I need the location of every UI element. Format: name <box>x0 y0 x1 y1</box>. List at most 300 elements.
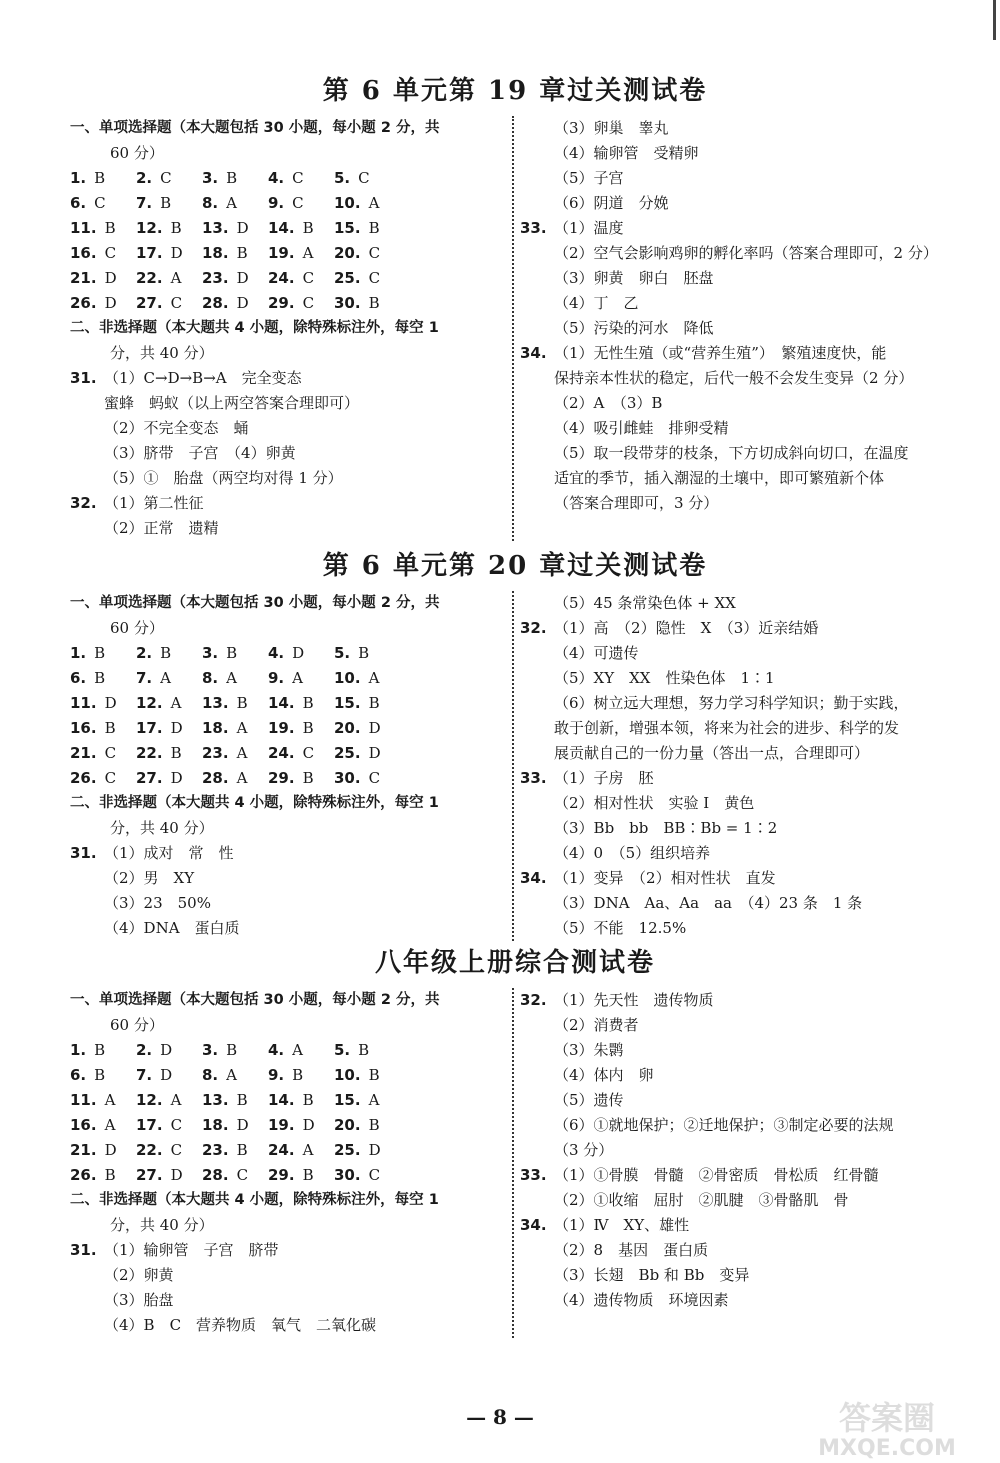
answer-line: （6）①就地保护；②迁地保护；③制定必要的法规 <box>554 1116 894 1134</box>
answer-letter: B <box>302 1091 314 1109</box>
answer-letter: A <box>368 1091 380 1109</box>
question-number: 8. <box>202 1066 219 1084</box>
question-number: 1. <box>70 1041 87 1059</box>
choice-answer <box>268 1038 334 1063</box>
choice-answer <box>268 266 334 291</box>
choice-answer <box>136 716 202 741</box>
choice-answer <box>70 191 136 216</box>
choice-answer <box>136 241 202 266</box>
section-title: 八年级上册综合测试卷 <box>374 948 655 978</box>
choice-answer <box>334 191 400 216</box>
choice-answer <box>70 1038 136 1063</box>
choice-answer <box>202 766 268 791</box>
watermark-logo <box>790 1395 985 1460</box>
choice-answer <box>202 741 268 766</box>
question-number: 11. <box>70 219 97 237</box>
answer-line: （3）脐带 子宫 （4）卵黄 <box>104 444 296 462</box>
answer-line: （5）不能 12.5% <box>554 919 687 937</box>
question-number: 33. <box>520 1166 547 1184</box>
answer-line <box>70 1238 510 1263</box>
question-number: 12. <box>136 1091 163 1109</box>
answer-line: （2）A （3）B <box>554 394 663 412</box>
answer-letter: B <box>236 694 248 712</box>
answer-line: （5）45 条常染色体 + XX <box>554 594 736 612</box>
choice-answer <box>268 691 334 716</box>
question-number: 17. <box>136 244 163 262</box>
choice-answer <box>136 1113 202 1138</box>
answer-line: （3）DNA Aa、Aa aa （4）23 条 1 条 <box>554 894 863 912</box>
question-number: 34. <box>520 344 547 362</box>
question-number: 24. <box>268 1141 295 1159</box>
choice-answer <box>136 266 202 291</box>
answer-line: （4）0 （5）组织培养 <box>554 844 711 862</box>
choice-answer-row <box>70 241 510 266</box>
choice-answer <box>268 166 334 191</box>
part-heading-cont: 分，共 40 分） <box>110 1216 214 1234</box>
answer-letter: A <box>292 669 303 687</box>
answer-line: （3）Bb bb BB∶Bb = 1∶2 <box>554 819 778 837</box>
question-number: 6. <box>70 194 87 212</box>
choice-answer <box>268 1138 334 1163</box>
choice-answer <box>136 1163 202 1188</box>
choice-answer <box>70 666 136 691</box>
answer-letter: C <box>292 169 304 187</box>
choice-answer <box>202 216 268 241</box>
answer-line: （2）①收缩 屈肘 ②肌腱 ③骨骼肌 骨 <box>554 1191 849 1209</box>
question-number: 17. <box>136 719 163 737</box>
question-number: 10. <box>334 669 361 687</box>
choice-answer <box>202 266 268 291</box>
answer-line: 保持亲本性状的稳定，后代一般不会发生变异（2 分） <box>554 369 914 387</box>
answer-line <box>520 988 960 1013</box>
choice-answer <box>136 766 202 791</box>
answer-line: 展贡献自己的一份力量（答出一点，合理即可） <box>554 744 870 762</box>
choice-answer <box>334 291 400 316</box>
question-number: 6. <box>70 669 87 687</box>
answer-line: （6）阴道 分娩 <box>554 194 669 212</box>
question-number: 20. <box>334 719 361 737</box>
choice-answer <box>334 1063 400 1088</box>
question-number: 3. <box>202 644 219 662</box>
choice-answer-row <box>70 216 510 241</box>
choice-answer-row <box>70 741 510 766</box>
choice-answer <box>136 1038 202 1063</box>
answer-line: （3）胎盘 <box>104 1291 174 1309</box>
answer-letter: A <box>170 1091 182 1109</box>
answer-text: （1）子房 胚 <box>554 769 654 787</box>
answer-letter: C <box>104 744 117 762</box>
question-number: 7. <box>136 669 153 687</box>
left-column <box>70 116 510 541</box>
answer-letter: A <box>226 194 237 212</box>
choice-answer <box>70 1113 136 1138</box>
choice-answer <box>334 266 400 291</box>
answer-line: （5）污染的河水 降低 <box>554 319 714 337</box>
question-number: 4. <box>268 169 285 187</box>
question-number: 10. <box>334 194 361 212</box>
choice-answer <box>70 716 136 741</box>
question-number: 14. <box>268 1091 295 1109</box>
answer-letter: B <box>170 744 182 762</box>
question-number: 14. <box>268 694 295 712</box>
answer-line: （5）遗传 <box>554 1091 624 1109</box>
answer-letter: C <box>358 169 370 187</box>
answer-letter: B <box>94 644 106 662</box>
question-number: 32. <box>520 619 547 637</box>
question-number: 19. <box>268 244 295 262</box>
choice-answer <box>202 291 268 316</box>
answer-text: （1）先天性 遗传物质 <box>554 991 714 1009</box>
choice-answer <box>334 1038 400 1063</box>
question-number: 22. <box>136 744 163 762</box>
choice-answer <box>202 191 268 216</box>
answer-letter: B <box>94 669 106 687</box>
answer-letter: B <box>302 694 314 712</box>
choice-answer <box>70 291 136 316</box>
choice-answer <box>136 166 202 191</box>
answer-letter: B <box>292 1066 304 1084</box>
question-number: 19. <box>268 1116 295 1134</box>
choice-answer-row <box>70 266 510 291</box>
question-number: 22. <box>136 269 163 287</box>
choice-answer-row <box>70 666 510 691</box>
answer-letter: B <box>302 719 314 737</box>
answer-letter: B <box>170 219 182 237</box>
answer-text: （1）成对 常 性 <box>104 844 234 862</box>
question-number: 16. <box>70 1116 97 1134</box>
answer-letter: D <box>104 694 117 712</box>
answer-letter: C <box>302 269 315 287</box>
choice-answer <box>70 1088 136 1113</box>
answer-letter: B <box>368 294 380 312</box>
question-number: 12. <box>136 694 163 712</box>
question-number: 30. <box>334 1166 361 1184</box>
question-number: 31. <box>70 369 97 387</box>
choice-answer <box>334 741 400 766</box>
column-divider <box>512 116 514 541</box>
choice-answer <box>202 691 268 716</box>
answer-line: （3）卵巢 睾丸 <box>554 119 669 137</box>
answer-line: （6）树立远大理想，努力学习科学知识；勤于实践， <box>554 694 909 712</box>
choice-answer <box>334 1163 400 1188</box>
scan-edge-mark <box>993 0 996 40</box>
watermark-url: MXQE.COM <box>818 1436 956 1460</box>
question-number: 13. <box>202 1091 229 1109</box>
answer-line: （5）① 胎盘（两空均对得 1 分） <box>104 469 343 487</box>
answer-line: （2）消费者 <box>554 1016 639 1034</box>
question-number: 5. <box>334 169 351 187</box>
question-number: 34. <box>520 869 547 887</box>
answer-line <box>520 766 960 791</box>
question-number: 33. <box>520 219 547 237</box>
choice-answer <box>334 1113 400 1138</box>
question-number: 13. <box>202 694 229 712</box>
choice-answer <box>70 241 136 266</box>
question-number: 5. <box>334 1041 351 1059</box>
answer-letter: D <box>170 244 183 262</box>
choice-answer <box>268 191 334 216</box>
choice-answer-row <box>70 1063 510 1088</box>
answer-letter: A <box>160 669 171 687</box>
part-heading: 二、非选择题（本大题共 4 小题，除特殊标注外，每空 1 <box>70 795 439 811</box>
question-number: 31. <box>70 844 97 862</box>
choice-answer <box>70 691 136 716</box>
choice-answer <box>202 1063 268 1088</box>
question-number: 29. <box>268 1166 295 1184</box>
question-number: 9. <box>268 194 285 212</box>
question-number: 18. <box>202 244 229 262</box>
question-number: 11. <box>70 1091 97 1109</box>
answer-line: 敢于创新，增强本领，将来为社会的进步、科学的发 <box>554 719 900 737</box>
answer-line: （4）体内 卵 <box>554 1066 654 1084</box>
answer-letter: A <box>292 1041 303 1059</box>
answer-line: （4）吸引雌蛙 排卵受精 <box>554 419 729 437</box>
answer-letter: D <box>236 294 249 312</box>
answer-letter: C <box>104 244 117 262</box>
answer-letter: D <box>236 269 249 287</box>
answer-letter: A <box>368 669 380 687</box>
answer-letter: C <box>170 1141 183 1159</box>
answer-letter: B <box>94 1066 106 1084</box>
question-number: 28. <box>202 294 229 312</box>
choice-answer <box>202 1038 268 1063</box>
question-number: 5. <box>334 644 351 662</box>
choice-answer <box>70 166 136 191</box>
answer-line: （2）相对性状 实验 I 黄色 <box>554 794 755 812</box>
answer-letter: C <box>368 269 381 287</box>
answer-line: （5）XY XX 性染色体 1∶1 <box>554 669 775 687</box>
choice-answer-row <box>70 716 510 741</box>
answer-line: （4）遗传物质 环境因素 <box>554 1291 729 1309</box>
answer-letter: A <box>104 1116 116 1134</box>
choice-answer <box>70 1138 136 1163</box>
choice-answer <box>202 641 268 666</box>
answer-letter: D <box>160 1041 173 1059</box>
part-heading-cont: 分，共 40 分） <box>110 819 214 837</box>
question-number: 30. <box>334 294 361 312</box>
question-number: 12. <box>136 219 163 237</box>
choice-answer <box>268 741 334 766</box>
answer-letter: D <box>302 1116 315 1134</box>
answer-line <box>520 616 960 641</box>
answer-line: （答案合理即可，3 分） <box>554 494 719 512</box>
choice-answer-row <box>70 1163 510 1188</box>
question-number: 18. <box>202 719 229 737</box>
answer-text: （1）①骨膜 骨髓 ②骨密质 骨松质 红骨髓 <box>554 1166 879 1184</box>
answer-letter: C <box>302 744 315 762</box>
answer-letter: B <box>368 694 380 712</box>
answer-letter: B <box>226 169 238 187</box>
question-number: 17. <box>136 1116 163 1134</box>
answer-letter: D <box>368 719 381 737</box>
question-number: 32. <box>520 991 547 1009</box>
question-number: 34. <box>520 1216 547 1234</box>
choice-answer <box>70 216 136 241</box>
question-number: 33. <box>520 769 547 787</box>
choice-answer <box>136 1063 202 1088</box>
question-number: 11. <box>70 694 97 712</box>
section-title: 第 6 单元第 19 章过关测试卷 <box>322 76 708 106</box>
question-number: 32. <box>70 494 97 512</box>
answer-letter: D <box>104 294 117 312</box>
answer-line <box>520 1163 960 1188</box>
question-number: 4. <box>268 1041 285 1059</box>
answer-line: （5）取一段带芽的枝条，下方切成斜向切口，在温度 <box>554 444 909 462</box>
answer-letter: A <box>236 719 248 737</box>
question-number: 25. <box>334 744 361 762</box>
answer-letter: B <box>358 644 370 662</box>
answer-letter: A <box>236 769 248 787</box>
answer-letter: A <box>368 194 380 212</box>
question-number: 23. <box>202 744 229 762</box>
part-heading: 二、非选择题（本大题共 4 小题，除特殊标注外，每空 1 <box>70 1192 439 1208</box>
question-number: 19. <box>268 719 295 737</box>
watermark-text: 答案圈 <box>838 1399 936 1437</box>
answer-letter: D <box>170 769 183 787</box>
choice-answer-row <box>70 766 510 791</box>
question-number: 15. <box>334 1091 361 1109</box>
answer-line: 蜜蜂 蚂蚁（以上两空答案合理即可） <box>104 394 360 412</box>
answer-letter: C <box>170 294 183 312</box>
choice-answer <box>334 241 400 266</box>
question-number: 23. <box>202 269 229 287</box>
answer-letter: B <box>368 219 380 237</box>
choice-answer <box>334 716 400 741</box>
choice-answer <box>202 1113 268 1138</box>
choice-answer <box>334 666 400 691</box>
part-heading-cont: 60 分） <box>110 144 164 162</box>
question-number: 8. <box>202 194 219 212</box>
choice-answer-row <box>70 166 510 191</box>
choice-answer <box>136 666 202 691</box>
answer-letter: B <box>302 769 314 787</box>
choice-answer-row <box>70 641 510 666</box>
choice-answer <box>202 166 268 191</box>
question-number: 1. <box>70 169 87 187</box>
choice-answer <box>70 1063 136 1088</box>
question-number: 16. <box>70 719 97 737</box>
question-number: 4. <box>268 644 285 662</box>
answer-text: （1）高 （2）隐性 X （3）近亲结婚 <box>554 619 819 637</box>
answer-letter: B <box>104 219 116 237</box>
choice-answer-row <box>70 291 510 316</box>
choice-answer-row <box>70 691 510 716</box>
question-number: 7. <box>136 1066 153 1084</box>
answer-line: （2）卵黄 <box>104 1266 174 1284</box>
question-number: 20. <box>334 1116 361 1134</box>
question-number: 3. <box>202 169 219 187</box>
answer-letter: B <box>368 1116 380 1134</box>
answer-letter: C <box>160 169 172 187</box>
choice-answer <box>334 166 400 191</box>
question-number: 15. <box>334 219 361 237</box>
question-number: 21. <box>70 1141 97 1159</box>
answer-line: （3）23 50% <box>104 894 211 912</box>
choice-answer <box>334 1088 400 1113</box>
question-number: 21. <box>70 269 97 287</box>
choice-answer <box>268 241 334 266</box>
answer-letter: D <box>104 1141 117 1159</box>
question-number: 9. <box>268 669 285 687</box>
answer-text: （1）C→D→B→A 完全变态 <box>104 369 302 387</box>
answer-letter: B <box>236 1141 248 1159</box>
choice-answer <box>268 716 334 741</box>
question-number: 27. <box>136 1166 163 1184</box>
choice-answer <box>268 1113 334 1138</box>
answer-text: （1）温度 <box>554 219 624 237</box>
question-number: 25. <box>334 269 361 287</box>
question-number: 26. <box>70 294 97 312</box>
question-number: 23. <box>202 1141 229 1159</box>
choice-answer <box>136 641 202 666</box>
choice-answer-row <box>70 191 510 216</box>
choice-answer <box>334 216 400 241</box>
part-heading: 二、非选择题（本大题共 4 小题，除特殊标注外，每空 1 <box>70 320 439 336</box>
answer-letter: C <box>104 769 117 787</box>
answer-letter: B <box>358 1041 370 1059</box>
question-number: 2. <box>136 1041 153 1059</box>
question-number: 8. <box>202 669 219 687</box>
answer-letter: C <box>94 194 106 212</box>
answer-line: （4）B C 营养物质 氧气 二氧化碳 <box>104 1316 377 1334</box>
part-heading: 一、单项选择题（本大题包括 30 小题，每小题 2 分，共 <box>70 120 440 136</box>
choice-answer <box>70 741 136 766</box>
question-number: 14. <box>268 219 295 237</box>
choice-answer <box>136 291 202 316</box>
choice-answer <box>136 191 202 216</box>
answer-letter: C <box>236 1166 249 1184</box>
answer-line <box>70 366 510 391</box>
section-title: 第 6 单元第 20 章过关测试卷 <box>322 551 708 581</box>
right-column <box>520 591 960 941</box>
answer-text: （1）第二性征 <box>104 494 204 512</box>
choice-answer <box>268 1163 334 1188</box>
answer-letter: B <box>226 644 238 662</box>
choice-answer <box>334 641 400 666</box>
answer-letter: C <box>292 194 304 212</box>
choice-answer <box>268 666 334 691</box>
choice-answer <box>202 241 268 266</box>
choice-answer <box>70 266 136 291</box>
part-heading-cont: 60 分） <box>110 619 164 637</box>
answer-letter: D <box>236 219 249 237</box>
question-number: 24. <box>268 744 295 762</box>
answer-letter: A <box>104 1091 116 1109</box>
answer-letter: B <box>160 194 172 212</box>
choice-answer <box>268 291 334 316</box>
question-number: 24. <box>268 269 295 287</box>
question-number: 29. <box>268 769 295 787</box>
answer-letter: D <box>236 1116 249 1134</box>
answer-letter: B <box>236 244 248 262</box>
answer-line <box>70 841 510 866</box>
choice-answer <box>70 766 136 791</box>
question-number: 20. <box>334 244 361 262</box>
answer-line: （4）DNA 蛋白质 <box>104 919 240 937</box>
answer-letter: C <box>170 1116 183 1134</box>
question-number: 2. <box>136 169 153 187</box>
choice-answer <box>136 1088 202 1113</box>
column-divider <box>512 591 514 941</box>
question-number: 6. <box>70 1066 87 1084</box>
answer-letter: D <box>292 644 305 662</box>
choice-answer <box>268 641 334 666</box>
answer-letter: D <box>160 1066 173 1084</box>
choice-answer <box>136 741 202 766</box>
answer-letter: D <box>368 1141 381 1159</box>
answer-letter: C <box>368 1166 381 1184</box>
question-number: 30. <box>334 769 361 787</box>
